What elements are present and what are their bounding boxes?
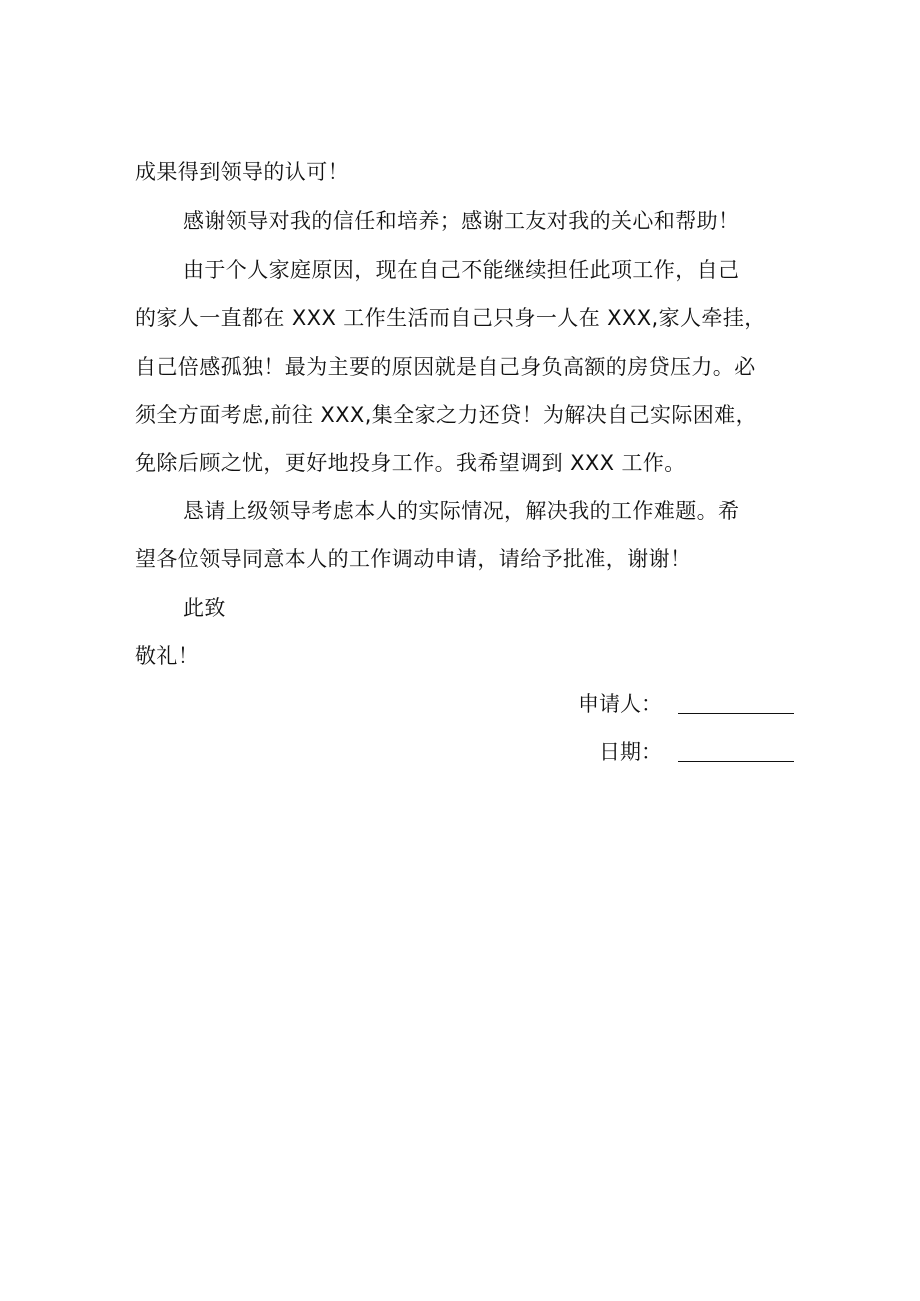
paragraph-line: 须全方面考虑,前往 XXX,集全家之力还贷！为解决自己实际困难，: [135, 403, 757, 427]
paragraph-line: 自己倍感孤独！最为主要的原因就是自己身负高额的房贷压力。必: [135, 355, 756, 379]
applicant-signature-row: [578, 689, 794, 719]
date-label: 日期：: [599, 740, 662, 764]
paragraph-line: 免除后顾之忧，更好地投身工作。我希望调到 XXX 工作。: [135, 451, 686, 475]
paragraph-line: 感谢领导对我的信任和培养；感谢工友对我的关心和帮助！: [183, 209, 740, 233]
paragraph-line: 由于个人家庭原因，现在自己不能继续担任此项工作，自己: [183, 258, 740, 282]
paragraph-line: 成果得到领导的认可！: [135, 160, 349, 184]
paragraph-line: 恳请上级领导考虑本人的实际情况，解决我的工作难题。希: [183, 499, 740, 523]
paragraph-line: 望各位领导同意本人的工作调动申请，请给予批准，谢谢！: [135, 547, 692, 571]
closing-salutation: 此致: [183, 596, 226, 620]
applicant-signature-line: [678, 695, 794, 714]
date-signature-line: [678, 743, 794, 762]
paragraph-line: 的家人一直都在 XXX 工作生活而自己只身一人在 XXX,家人牵挂，: [135, 306, 766, 330]
closing-regards: 敬礼！: [135, 644, 200, 668]
date-signature-row: [599, 737, 794, 767]
applicant-label: 申请人：: [578, 692, 662, 716]
